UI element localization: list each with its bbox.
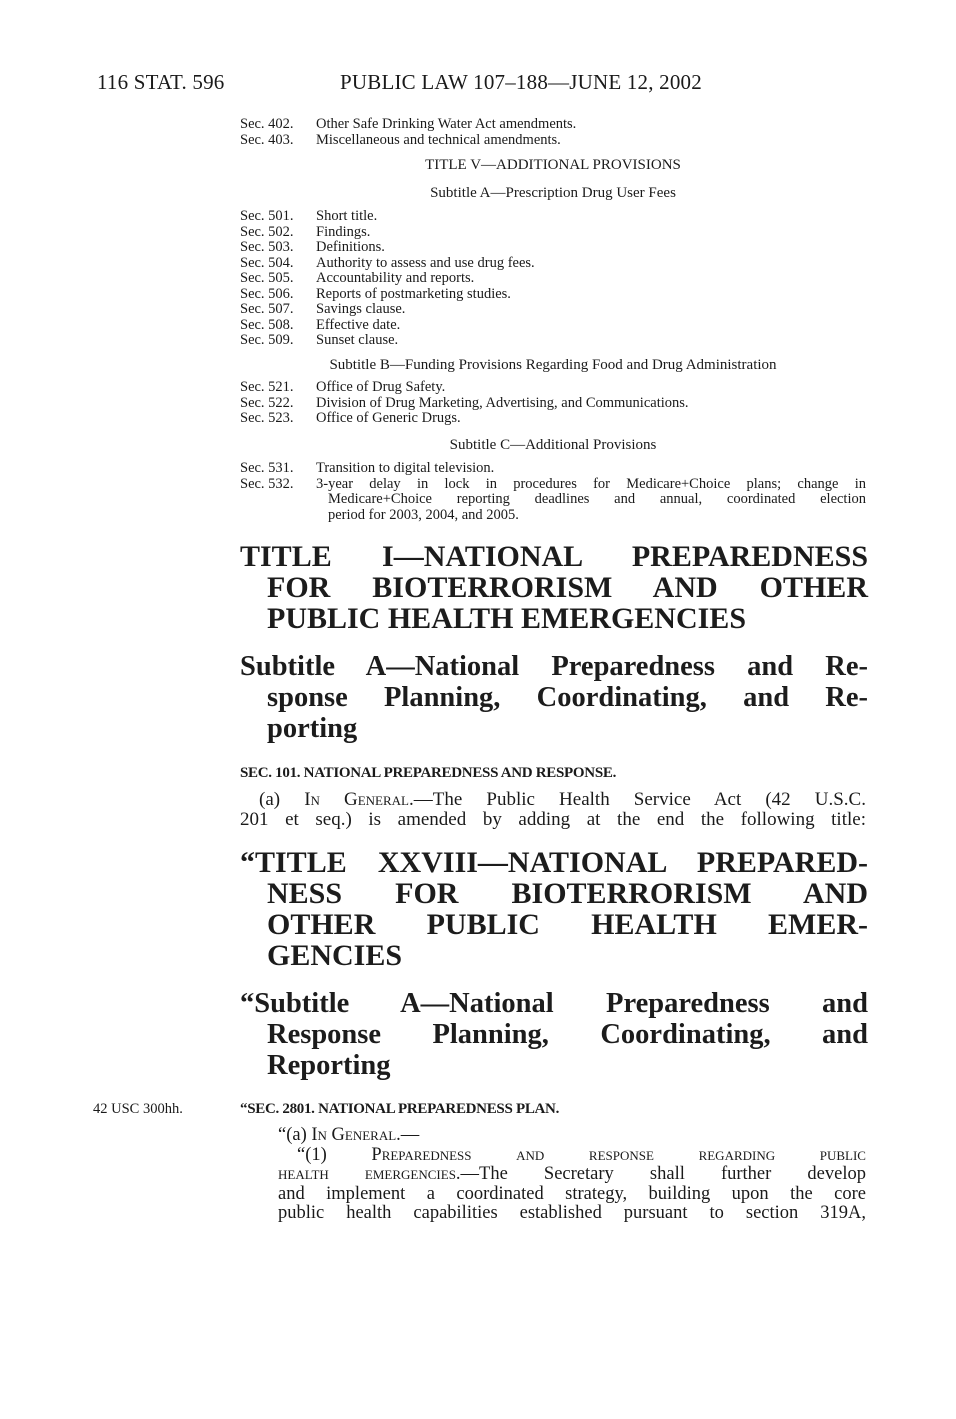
toc-section-title: Authority to assess and use drug fees. (316, 254, 535, 271)
margin-citation: 42 USC 300hh. (93, 1101, 183, 1117)
toc-entry (240, 117, 576, 133)
subtitle-a-quoted-heading: “Subtitle A—National Preparedness and Response Planning, Coordinating, and Reporting (240, 988, 868, 1081)
title-xxviii-heading: “TITLE XXVIII—NATIONAL PREPARED- NESS FOR BIOTERRORISM AND OTHER PUBLIC HEALTH EMER- GENCIES (240, 846, 868, 972)
toc-entry (240, 396, 689, 412)
toc-section-title: Office of Drug Safety. (316, 379, 446, 395)
toc-section-title: Sunset clause. (316, 332, 399, 348)
toc-section-number: Sec. 506. (240, 285, 294, 302)
page-reference: 116 STAT. 596 (97, 70, 225, 94)
toc-entry (240, 287, 535, 303)
toc-section-title: Findings. (316, 223, 371, 240)
subtitle-a-national-preparedness-heading: Subtitle A—National Preparedness and Re- sponse Planning, Coordinating, and Re- porting (240, 651, 868, 744)
toc-section-title: Division of Drug Marketing, Advertising, and Communications. (316, 394, 689, 411)
subtitle-a-heading: Subtitle A—Prescription Drug User Fees (430, 185, 676, 201)
toc-section-number: Sec. 532. (240, 475, 294, 492)
toc-section-title: Accountability and reports. (316, 270, 475, 286)
toc-section-number: Sec. 509. (240, 332, 294, 348)
toc-list-top (240, 117, 576, 148)
toc-section-number: Sec. 501. (240, 208, 294, 224)
toc-section-title: Short title. (316, 208, 378, 224)
toc-entry (240, 256, 535, 272)
toc-list-subtitle-a (240, 209, 535, 349)
toc-entry (240, 225, 535, 241)
title-v-heading: TITLE V—ADDITIONAL PROVISIONS (425, 157, 681, 173)
toc-section-title: Definitions. (316, 239, 385, 255)
toc-entry (240, 133, 576, 149)
toc-section-title: Other Safe Drinking Water Act amendments. (316, 116, 577, 132)
toc-section-number: Sec. 531. (240, 460, 294, 476)
toc-section-number: Sec. 505. (240, 270, 294, 286)
toc-entry (240, 477, 866, 524)
toc-section-number: Sec. 523. (240, 410, 294, 426)
toc-entry (240, 318, 535, 334)
toc-entry (240, 271, 535, 287)
toc-entry (240, 240, 535, 256)
toc-list-subtitle-b (240, 380, 689, 427)
toc-section-title: 3-year delay in lock in procedures for Medicare+Choice plans; change in Medicare+Choice reporting deadlines and annual, coordinated election period for 2003, 2004, and 2005. (316, 475, 866, 523)
toc-section-title: Reports of postmarketing studies. (316, 285, 511, 302)
toc-entry (240, 333, 535, 349)
toc-section-title: Office of Generic Drugs. (316, 410, 461, 426)
section-101-heading: SEC. 101. NATIONAL PREPAREDNESS AND RESPONSE. (240, 765, 617, 781)
toc-section-number: Sec. 508. (240, 316, 294, 333)
toc-entry (240, 209, 535, 225)
section-101-paragraph-a: (a) In General.—The Public Health Service Act (42 U.S.C. 201 et seq.) is amended by adding at the end the following title: (240, 789, 866, 830)
toc-entry (240, 461, 866, 477)
toc-section-number: Sec. 522. (240, 394, 294, 411)
toc-section-number: Sec. 502. (240, 223, 294, 240)
toc-entry (240, 380, 689, 396)
toc-section-number: Sec. 403. (240, 131, 294, 148)
toc-entry (240, 411, 689, 427)
toc-section-number: Sec. 507. (240, 301, 294, 317)
toc-entry (240, 302, 535, 318)
toc-section-number: Sec. 503. (240, 239, 294, 255)
title-i-heading: TITLE I—NATIONAL PREPAREDNESS FOR BIOTERRORISM AND OTHER PUBLIC HEALTH EMERGENCIES (240, 540, 868, 635)
running-title: PUBLIC LAW 107–188—JUNE 12, 2002 (340, 70, 702, 94)
toc-list-subtitle-c (240, 461, 866, 523)
subtitle-b-heading: Subtitle B—Funding Provisions Regarding Food and Drug Administration (329, 357, 777, 373)
toc-section-title: Effective date. (316, 316, 401, 333)
subtitle-c-heading: Subtitle C—Additional Provisions (449, 437, 657, 453)
toc-section-number: Sec. 521. (240, 379, 294, 395)
toc-section-number: Sec. 402. (240, 116, 294, 132)
toc-section-title: Transition to digital television. (316, 460, 495, 476)
toc-section-title: Miscellaneous and technical amendments. (316, 131, 561, 148)
toc-section-title: Savings clause. (316, 301, 406, 317)
section-2801-heading: “SEC. 2801. NATIONAL PREPAREDNESS PLAN. (240, 1101, 560, 1117)
section-2801-body: “(a) In General.— “(1) Preparedness and response regarding public health emergencies.—The Secretary shall further develop and implement a coordinated strategy, building upon the core public health capabilities established pursuant to section 319A, (278, 1125, 866, 1223)
toc-section-number: Sec. 504. (240, 254, 294, 271)
